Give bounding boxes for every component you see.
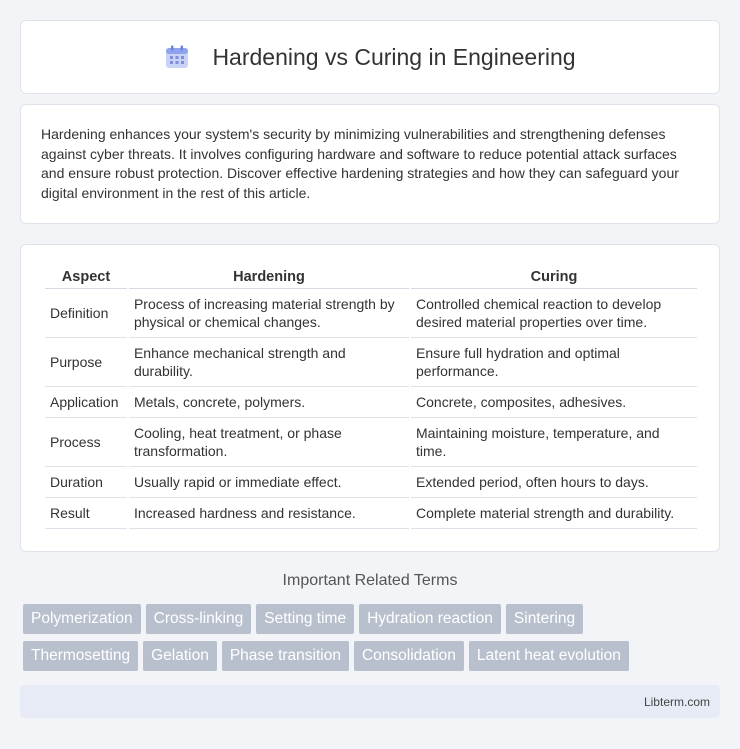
row-hardening: Cooling, heat treatment, or phase transformation. <box>129 418 409 467</box>
row-curing: Complete material strength and durability. <box>411 498 697 529</box>
table-row <box>45 467 697 498</box>
related-terms-row-2 <box>23 641 723 671</box>
related-term-tag[interactable]: Polymerization <box>23 604 141 634</box>
table-header-row <box>45 265 697 289</box>
related-term-tag[interactable]: Setting time <box>256 604 354 634</box>
table-row <box>45 289 697 338</box>
row-hardening: Metals, concrete, polymers. <box>129 387 409 418</box>
related-term-tag[interactable]: Thermosetting <box>23 641 138 671</box>
row-aspect: Application <box>45 387 127 418</box>
calendar-icon <box>164 44 190 70</box>
page-title: Hardening vs Curing in Engineering <box>212 43 576 70</box>
column-header-hardening: Hardening <box>129 265 409 289</box>
row-aspect: Process <box>45 418 127 467</box>
row-aspect: Duration <box>45 467 127 498</box>
related-terms-heading: Important Related Terms <box>282 572 458 589</box>
row-hardening: Enhance mechanical strength and durability. <box>129 338 409 387</box>
row-curing: Concrete, composites, adhesives. <box>411 387 697 418</box>
table-row <box>45 418 697 467</box>
row-aspect: Purpose <box>45 338 127 387</box>
row-curing: Controlled chemical reaction to develop desired material properties over time. <box>411 289 697 338</box>
intro-card <box>20 104 720 224</box>
row-aspect: Definition <box>45 289 127 338</box>
related-term-tag[interactable]: Gelation <box>143 641 217 671</box>
row-curing: Ensure full hydration and optimal performance. <box>411 338 697 387</box>
footer <box>20 685 720 718</box>
related-term-tag[interactable]: Phase transition <box>222 641 349 671</box>
table-row <box>45 387 697 418</box>
row-hardening: Process of increasing material strength by physical or chemical changes. <box>129 289 409 338</box>
footer-site-link[interactable]: Libterm.com <box>643 694 710 709</box>
header-card <box>20 20 720 94</box>
related-term-tag[interactable]: Hydration reaction <box>359 604 501 634</box>
row-hardening: Increased hardness and resistance. <box>129 498 409 529</box>
comparison-table <box>43 265 699 529</box>
row-curing: Extended period, often hours to days. <box>411 467 697 498</box>
row-hardening: Usually rapid or immediate effect. <box>129 467 409 498</box>
row-curing: Maintaining moisture, temperature, and time. <box>411 418 697 467</box>
table-row <box>45 338 697 387</box>
related-term-tag[interactable]: Latent heat evolution <box>469 641 629 671</box>
column-header-aspect: Aspect <box>45 265 127 289</box>
column-header-curing: Curing <box>411 265 697 289</box>
related-term-tag[interactable]: Cross-linking <box>146 604 252 634</box>
table-row <box>45 498 697 529</box>
related-terms-row-1 <box>23 604 723 634</box>
related-term-tag[interactable]: Sintering <box>506 604 583 634</box>
comparison-table-card <box>20 244 720 552</box>
row-aspect: Result <box>45 498 127 529</box>
related-term-tag[interactable]: Consolidation <box>354 641 464 671</box>
intro-text: Hardening enhances your system's security by minimizing vulnerabilities and strengthening defenses against cyber threats. It involves configuring hardware and software to reduce potential attack surfaces and ensure robust protection. Discover effective hardening strategies and how they can safeguard your digital environment in the rest of this article. <box>41 126 679 201</box>
